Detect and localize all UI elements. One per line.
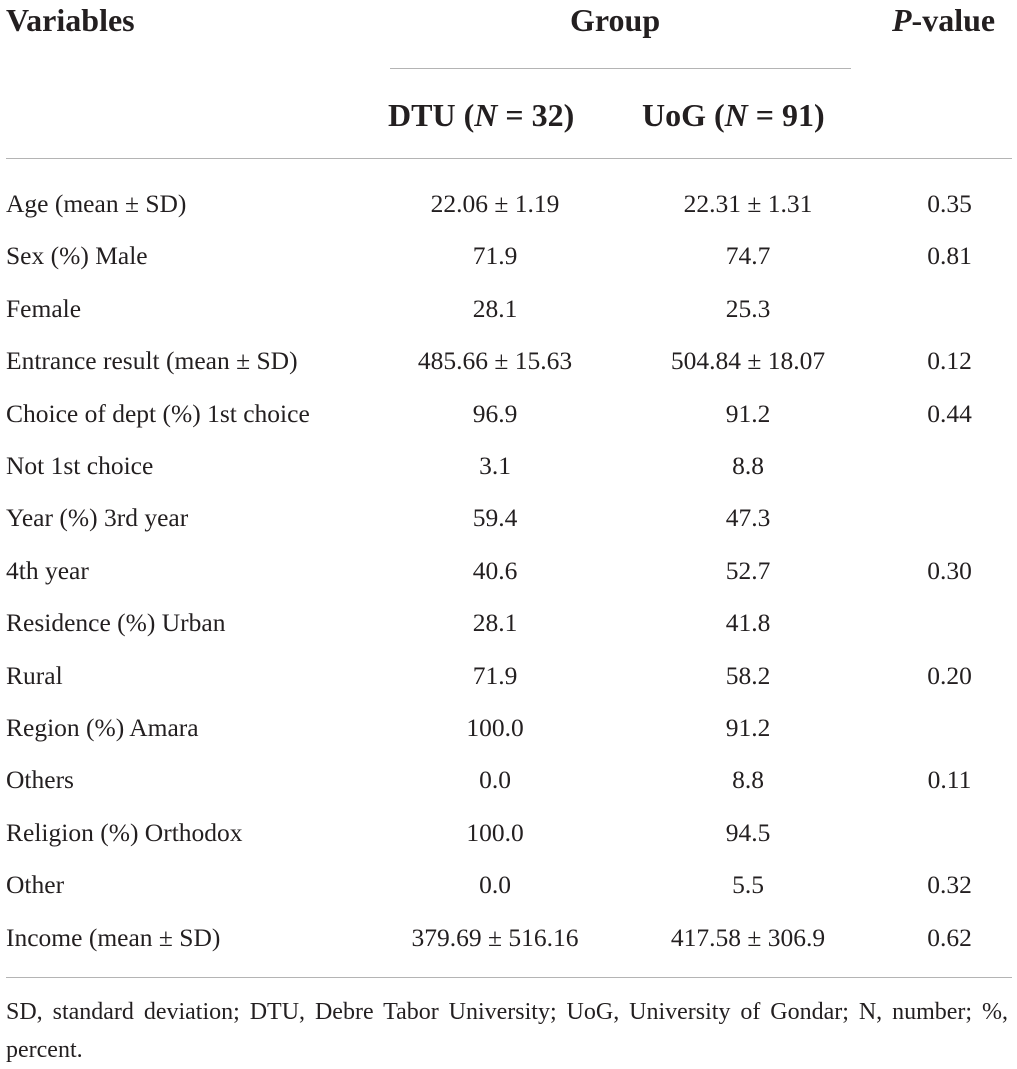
row-dtu-value: 28.1 <box>472 293 518 323</box>
row-uog-value: 22.31 ± 1.31 <box>683 189 813 218</box>
row-variable: Rural <box>6 660 63 690</box>
row-uog-value: 504.84 ± 18.07 <box>670 346 826 376</box>
row-dtu-value: 71.9 <box>472 660 518 690</box>
header-rule <box>6 158 1012 159</box>
table-row <box>0 551 1017 591</box>
row-p-value: 0.12 <box>927 346 972 376</box>
table-row <box>0 498 1017 538</box>
row-uog-value: 41.8 <box>725 608 771 638</box>
row-variable: Choice of dept (%) 1st choice <box>6 398 310 428</box>
header-dtu-label: DTU ( <box>388 97 475 133</box>
table-row <box>0 446 1017 486</box>
header-uog-value: = 91) <box>747 97 825 133</box>
table-row <box>0 865 1017 905</box>
row-variable: Female <box>6 293 82 323</box>
row-uog-value: 47.3 <box>725 503 771 533</box>
row-p-value: 0.32 <box>927 870 972 900</box>
row-variable: Residence (%) Urban <box>6 608 226 638</box>
row-uog-value: 25.3 <box>725 293 771 323</box>
header-dtu <box>388 99 574 131</box>
row-p-value: 0.30 <box>927 555 972 585</box>
row-p-value: 0.44 <box>927 398 972 428</box>
row-p-value: 0.35 <box>927 189 972 218</box>
row-dtu-value: 22.06 ± 1.19 <box>430 189 560 218</box>
row-dtu-value: 59.4 <box>472 503 518 533</box>
row-dtu-value: 485.66 ± 15.63 <box>417 346 573 376</box>
header-variables: Variables <box>6 2 135 38</box>
row-variable: 4th year <box>6 555 89 585</box>
row-variable: Income (mean ± SD) <box>6 922 221 952</box>
header-dtu-n: N <box>474 97 498 133</box>
row-uog-value: 94.5 <box>725 817 771 847</box>
row-variable: Region (%) Amara <box>6 713 199 742</box>
row-dtu-value: 100.0 <box>466 817 524 847</box>
row-dtu-value: 71.9 <box>472 241 518 271</box>
row-uog-value: 91.2 <box>725 398 771 428</box>
row-variable: Other <box>6 870 65 900</box>
row-dtu-value: 3.1 <box>479 451 511 480</box>
table-row <box>0 341 1017 381</box>
row-p-value: 0.11 <box>927 765 972 795</box>
row-variable: Sex (%) Male <box>6 241 148 271</box>
header-uog-n: N <box>724 97 748 133</box>
row-variable: Others <box>6 765 74 795</box>
table-row <box>0 289 1017 329</box>
table-footnote: SD, standard deviation; DTU, Debre Tabor University; UoG, University of Gondar; N, number; %, percent. <box>6 999 1008 1063</box>
header-p-suffix: -value <box>911 2 996 38</box>
row-uog-value: 91.2 <box>725 713 771 742</box>
row-uog-value: 74.7 <box>725 241 771 271</box>
row-dtu-value: 0.0 <box>479 765 511 795</box>
row-uog-value: 52.7 <box>725 555 771 585</box>
table-row <box>0 236 1017 276</box>
row-p-value: 0.20 <box>927 660 972 690</box>
table-row <box>0 603 1017 643</box>
header-group: Group <box>570 2 661 38</box>
header-p-letter: P <box>892 2 912 38</box>
row-dtu-value: 96.9 <box>472 398 518 428</box>
row-uog-value: 8.8 <box>732 765 764 795</box>
row-variable: Religion (%) Orthodox <box>6 817 243 847</box>
row-uog-value: 8.8 <box>732 451 764 480</box>
row-dtu-value: 0.0 <box>479 870 511 900</box>
footer-rule <box>6 977 1012 978</box>
header-p-value <box>892 4 995 36</box>
row-uog-value: 5.5 <box>732 870 764 900</box>
header-uog <box>642 99 825 131</box>
table-row <box>0 184 1017 224</box>
table-row <box>0 760 1017 800</box>
header-uog-label: UoG ( <box>642 97 725 133</box>
table-row <box>0 656 1017 696</box>
table-row <box>0 708 1017 748</box>
table-row <box>0 918 1017 958</box>
row-uog-value: 417.58 ± 306.9 <box>670 922 826 952</box>
row-dtu-value: 100.0 <box>466 713 524 742</box>
table-row <box>0 813 1017 853</box>
row-variable: Age (mean ± SD) <box>6 189 187 218</box>
table-row <box>0 394 1017 434</box>
row-variable: Year (%) 3rd year <box>6 503 189 533</box>
row-variable: Not 1st choice <box>6 451 154 480</box>
row-dtu-value: 28.1 <box>472 608 518 638</box>
row-p-value: 0.81 <box>927 241 972 271</box>
row-uog-value: 58.2 <box>725 660 771 690</box>
row-p-value: 0.62 <box>927 922 972 952</box>
row-dtu-value: 379.69 ± 516.16 <box>411 922 579 952</box>
header-dtu-value: = 32) <box>497 97 575 133</box>
row-variable: Entrance result (mean ± SD) <box>6 346 298 376</box>
row-dtu-value: 40.6 <box>472 555 518 585</box>
group-underline <box>390 68 851 69</box>
